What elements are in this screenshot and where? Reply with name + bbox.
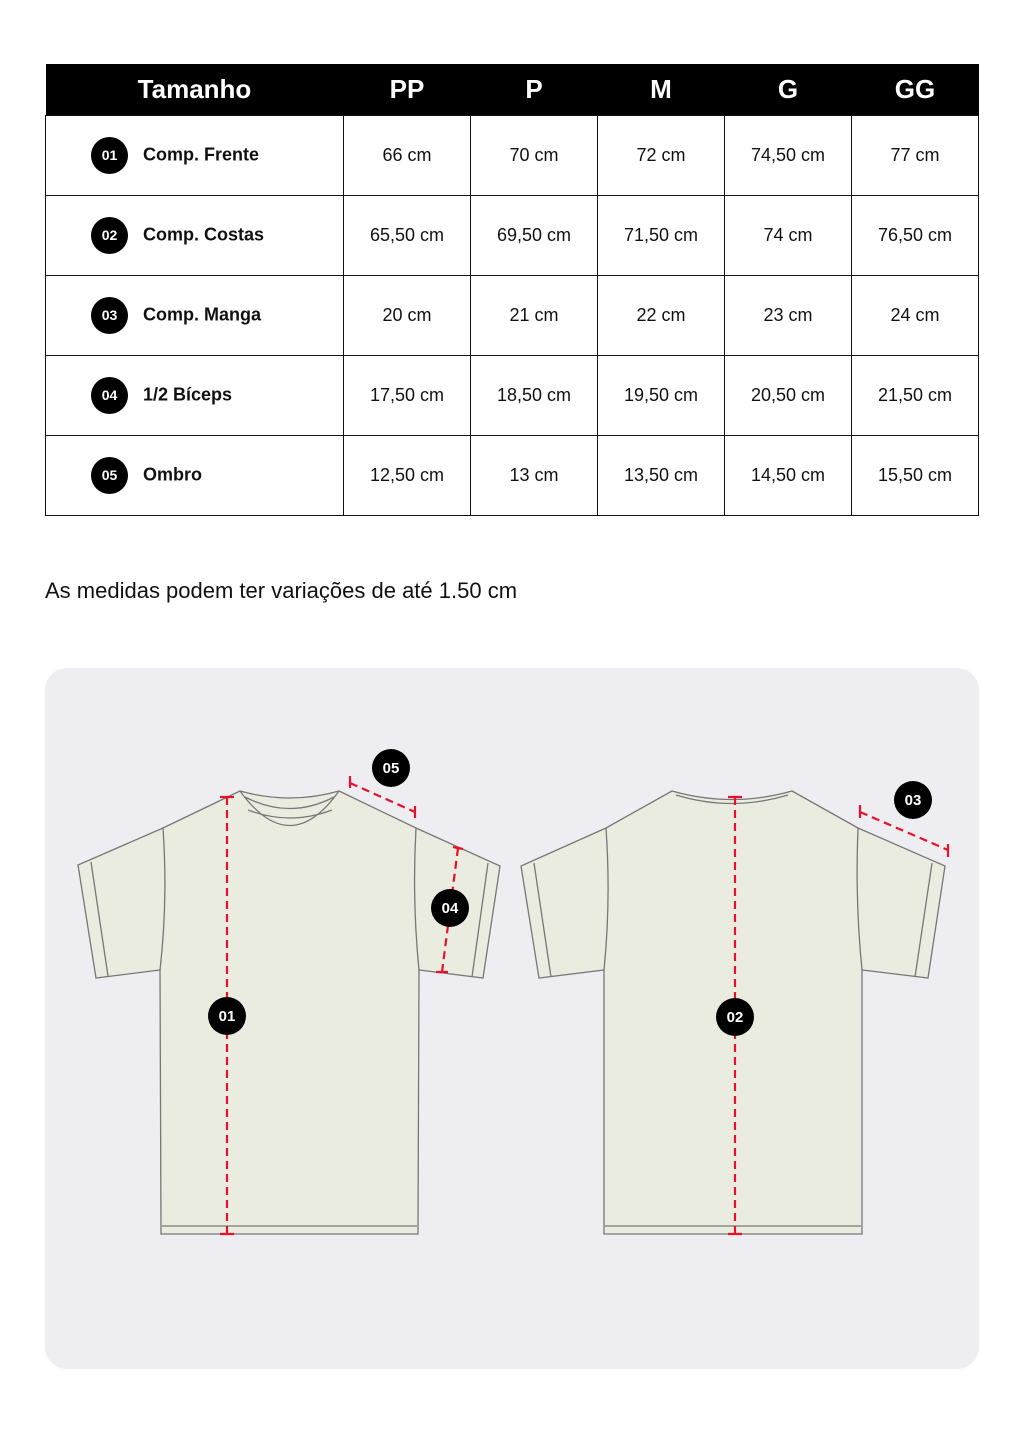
measurement-value: 77 cm [852, 116, 979, 196]
measurement-name: Comp. Costas [143, 224, 265, 245]
svg-text:02: 02 [726, 1009, 744, 1026]
measurement-value: 23 cm [725, 276, 852, 356]
marker-01 [208, 997, 246, 1035]
header-m: M [598, 64, 725, 116]
measurement-value: 13 cm [471, 436, 598, 516]
row-number-badge: 01 [91, 137, 128, 174]
svg-text:04: 04 [441, 900, 459, 917]
header-g: G [725, 64, 852, 116]
header-tamanho: Tamanho [46, 64, 344, 116]
measurement-value: 72 cm [598, 116, 725, 196]
measurement-value: 17,50 cm [344, 356, 471, 436]
row-number-badge: 04 [91, 377, 128, 414]
svg-text:01: 01 [218, 1008, 236, 1025]
measurement-name: Comp. Manga [143, 304, 262, 325]
measurement-name: 1/2 Bíceps [143, 384, 233, 405]
row-number-badge: 03 [91, 297, 128, 334]
measurement-value: 20 cm [344, 276, 471, 356]
row-number-badge: 02 [91, 217, 128, 254]
measurement-note: As medidas podem ter variações de até 1.50 cm [45, 578, 518, 603]
measurement-value: 18,50 cm [471, 356, 598, 436]
measurement-value: 74,50 cm [725, 116, 852, 196]
marker-02 [716, 998, 754, 1036]
svg-text:03: 03 [904, 792, 922, 809]
marker-04 [431, 889, 469, 927]
measurement-value: 69,50 cm [471, 196, 598, 276]
measurement-value: 21,50 cm [852, 356, 979, 436]
measurement-value: 76,50 cm [852, 196, 979, 276]
measurement-value: 20,50 cm [725, 356, 852, 436]
measurement-value: 21 cm [471, 276, 598, 356]
front-shirt [78, 791, 500, 1234]
marker-03 [894, 781, 932, 819]
measurement-value: 13,50 cm [598, 436, 725, 516]
measurement-name: Ombro [143, 464, 203, 485]
measurement-value: 12,50 cm [344, 436, 471, 516]
measurement-value: 65,50 cm [344, 196, 471, 276]
header-gg: GG [852, 64, 979, 116]
measurement-value: 70 cm [471, 116, 598, 196]
measurement-value: 74 cm [725, 196, 852, 276]
row-number-badge: 05 [91, 457, 128, 494]
measurement-value: 66 cm [344, 116, 471, 196]
svg-text:05: 05 [382, 760, 400, 777]
header-p: P [471, 64, 598, 116]
measurement-value: 71,50 cm [598, 196, 725, 276]
measurement-value: 14,50 cm [725, 436, 852, 516]
measurement-value: 15,50 cm [852, 436, 979, 516]
measurement-value: 22 cm [598, 276, 725, 356]
marker-05 [372, 749, 410, 787]
measurement-value: 24 cm [852, 276, 979, 356]
header-pp: PP [344, 64, 471, 116]
measurement-name: Comp. Frente [143, 144, 260, 165]
measurement-value: 19,50 cm [598, 356, 725, 436]
